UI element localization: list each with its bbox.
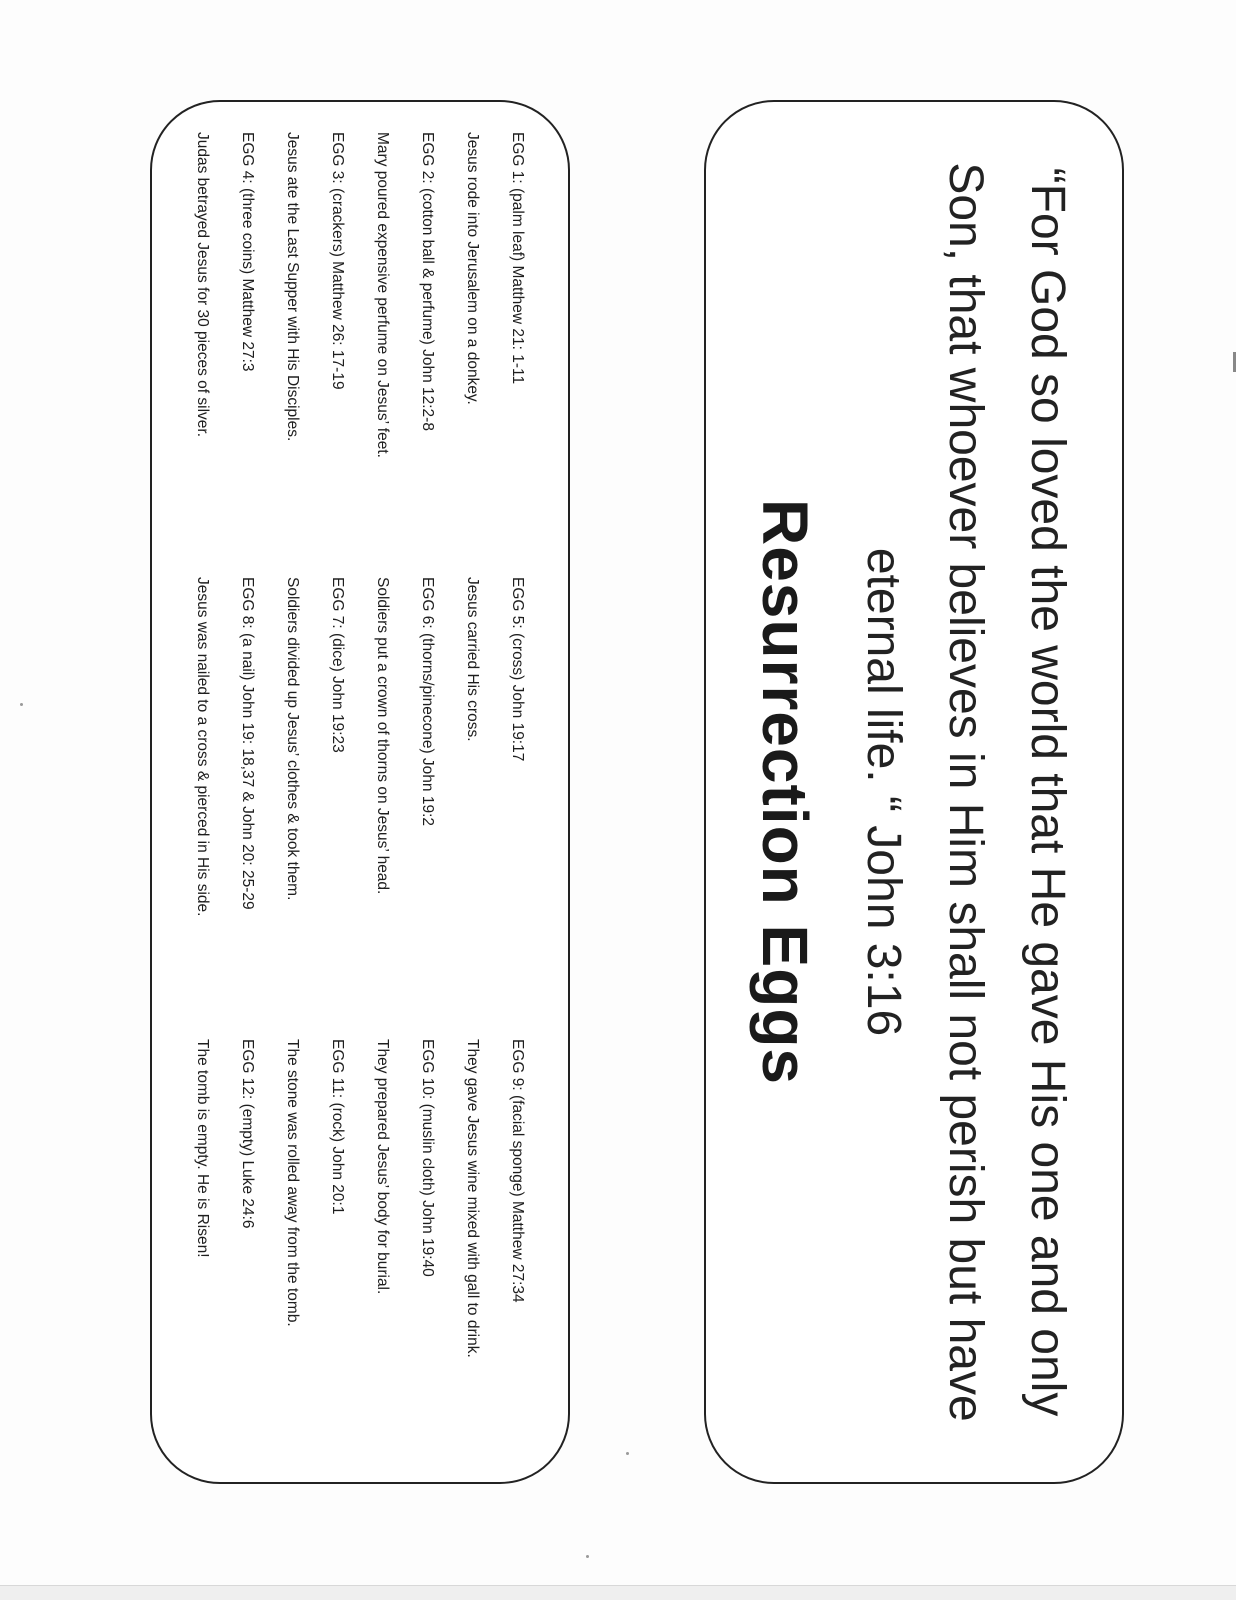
egg-5-heading: EGG 5: (cross) John 19:17 — [509, 577, 526, 762]
eggs-columns — [152, 102, 568, 1482]
egg-2-description: Mary poured expensive perfume on Jesus’ feet. — [374, 132, 391, 458]
egg-4-heading: EGG 4: (three coins) Matthew 27:3 — [239, 132, 256, 372]
egg-3-description: Jesus ate the Last Supper with His Disciples. — [284, 132, 301, 442]
egg-10-heading: EGG 10: (muslin cloth) John 19:40 — [419, 1039, 436, 1277]
scan-speck — [586, 1555, 589, 1558]
egg-11-description: The stone was rolled away from the tomb. — [284, 1039, 301, 1327]
eggs-column-1 — [180, 132, 540, 458]
egg-1-description: Jesus rode into Jerusalem on a donkey. — [464, 132, 481, 405]
egg-1-heading: EGG 1: (palm leaf) Matthew 21: 1-11 — [509, 132, 526, 385]
egg-11-heading: EGG 11: (rock) John 20:1 — [329, 1039, 346, 1215]
egg-4-description: Judas betrayed Jesus for 30 pieces of silver. — [194, 132, 211, 437]
scan-speck — [20, 703, 23, 706]
egg-12-description: The tomb is empty. He is Risen! — [194, 1039, 211, 1258]
egg-6-description: Soldiers put a crown of thorns on Jesus’ head. — [374, 577, 391, 895]
verse-text: “For God so loved the world that He gave His one and only Son, that whoever believes in Him shall not perish but have eternal life. “ John 3:16 — [857, 162, 1074, 1422]
verse-card — [704, 100, 1124, 1484]
scan-speck — [626, 1452, 629, 1455]
egg-12-heading: EGG 12: (empty) Luke 24:6 — [239, 1039, 256, 1229]
egg-10-description: They prepared Jesus’ body for burial. — [374, 1039, 391, 1295]
egg-9-description: They gave Jesus wine mixed with gall to drink. — [464, 1039, 481, 1358]
page-title: Resurrection Eggs — [749, 498, 821, 1086]
eggs-column-2 — [180, 577, 540, 916]
scan-bottom-edge — [0, 1585, 1236, 1600]
egg-5-description: Jesus carried His cross. — [464, 577, 481, 742]
egg-7-heading: EGG 7: (dice) John 19:23 — [329, 577, 346, 753]
egg-9-heading: EGG 9: (facial sponge) Matthew 27:34 — [509, 1039, 526, 1303]
eggs-card — [150, 100, 570, 1484]
egg-6-heading: EGG 6: (thorns/pinecone) John 19:2 — [419, 577, 436, 827]
egg-7-description: Soldiers divided up Jesus’ clothes & took them. — [284, 577, 301, 901]
egg-2-heading: EGG 2: (cotton ball & perfume) John 12:2-8 — [419, 132, 436, 431]
eggs-column-3 — [180, 1039, 540, 1358]
egg-8-description: Jesus was nailed to a cross & pierced in His side. — [194, 577, 211, 917]
egg-3-heading: EGG 3: (crackers) Matthew 26: 17-19 — [329, 132, 346, 390]
egg-8-heading: EGG 8: (a nail) John 19: 18,37 & John 20: 25-29 — [239, 577, 256, 910]
